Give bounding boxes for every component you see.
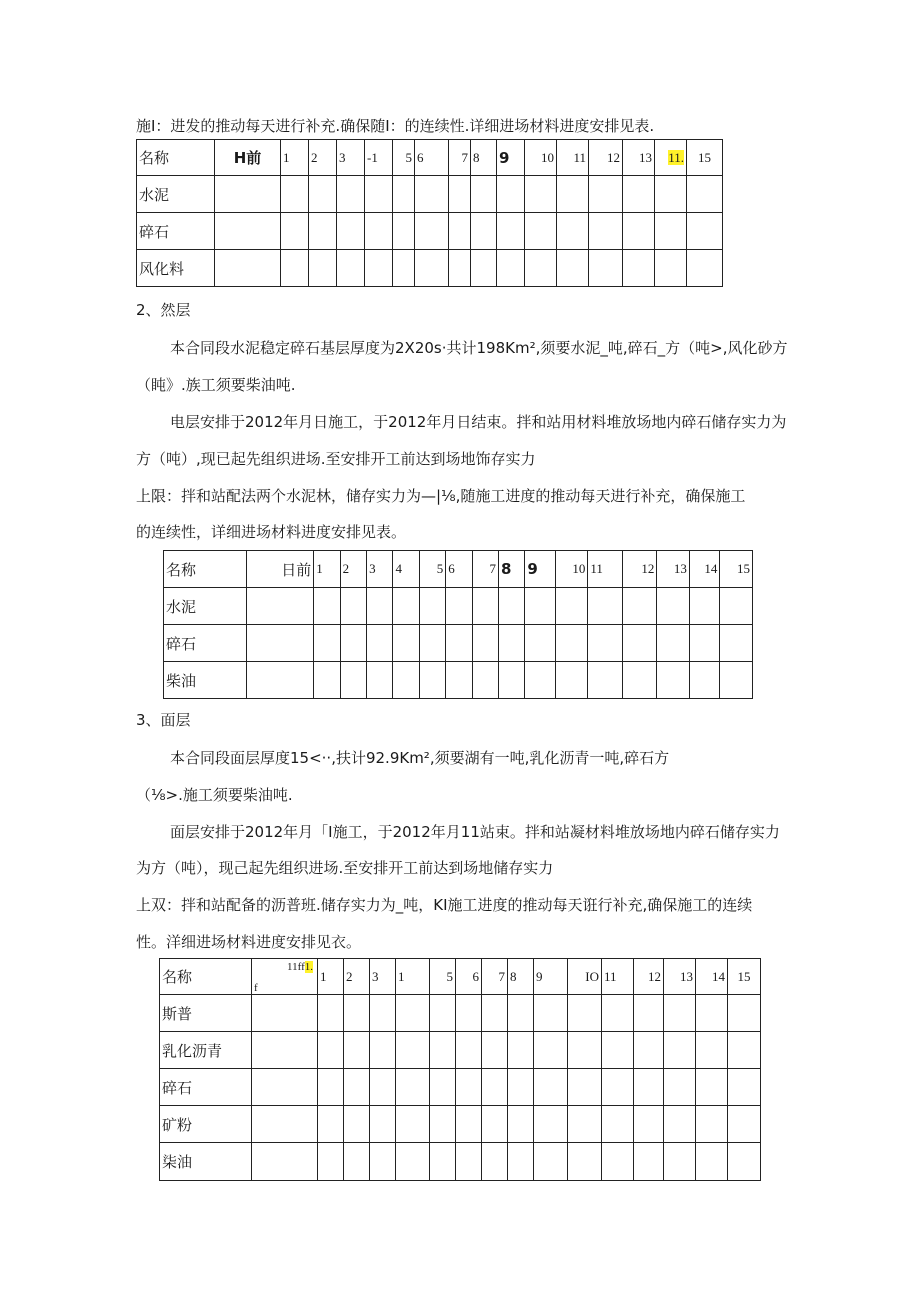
header-cell: 3 xyxy=(337,140,365,176)
header-cell: 2 xyxy=(344,959,370,995)
header-cell: 11 xyxy=(602,959,634,995)
table-row xyxy=(160,1106,761,1143)
table-row xyxy=(164,588,753,625)
section-2-title: 2、然层 xyxy=(136,301,191,319)
header-cell: 8 xyxy=(508,959,534,995)
highlighted-text: 11. xyxy=(668,149,684,165)
header-cell-date-before xyxy=(252,959,318,995)
table-row xyxy=(137,176,723,213)
highlighted-text: 1. xyxy=(304,961,313,973)
section-3-paragraph-3a: 上双：拌和站配备的沥普班.储存实力为_吨，KI施工进度的推动每天诳行补充,确保施工的连续 xyxy=(136,896,753,914)
row-label: 碎石 xyxy=(164,625,247,662)
header-cell: 11 xyxy=(588,551,623,588)
section-2-paragraph-2b: 方（吨）,现已起先组织进场.至安排开工前达到场地饰存实力 xyxy=(136,450,536,468)
header-cell: 7 xyxy=(482,959,508,995)
header-cell: 6 xyxy=(446,551,472,588)
row-label: 水泥 xyxy=(137,176,215,213)
header-cell: 7 xyxy=(449,140,471,176)
header-cell: 12 xyxy=(634,959,664,995)
section-3-paragraph-1b: （⅛>.施工须要柴油吨. xyxy=(136,786,293,804)
material-schedule-table-3 xyxy=(159,958,761,1181)
table-row xyxy=(160,1069,761,1106)
header-cell: 9 xyxy=(497,140,525,176)
table-row xyxy=(164,625,753,662)
row-label: 柴油 xyxy=(164,662,247,699)
header-cell: 5 xyxy=(393,140,415,176)
header-cell: 15 xyxy=(687,140,723,176)
header-cell: 5 xyxy=(419,551,445,588)
header-cell: -1 xyxy=(365,140,393,176)
section-2-paragraph-3a: 上限：拌和站配法两个水泥林，储存实力为—|⅛,随施工进度的推动每天进行补充，确保施工 xyxy=(136,487,746,505)
table-row xyxy=(160,1143,761,1181)
header-cell: 10 xyxy=(555,551,587,588)
header-cell: 7 xyxy=(472,551,498,588)
header-cell: 13 xyxy=(623,140,655,176)
section-2-paragraph-1b: （盹》.族工须要柴油吨. xyxy=(136,376,296,394)
header-cell: 名称 xyxy=(164,551,247,588)
header-cell: 6 xyxy=(456,959,482,995)
row-label: 斯普 xyxy=(160,995,252,1032)
row-label: 乳化沥青 xyxy=(160,1032,252,1069)
header-cell xyxy=(655,140,687,176)
section-2-paragraph-1a: 本合同段水泥稳定碎石基层厚度为2X20s·共计198Km²,须要水泥_吨,碎石_方（吨>,风化砂方 xyxy=(170,339,788,357)
section-3-title: 3、面层 xyxy=(136,711,191,729)
header-cell: 13 xyxy=(664,959,696,995)
table-header-row xyxy=(160,959,761,995)
header-cell: 8 xyxy=(471,140,497,176)
header-cell: 9 xyxy=(525,551,555,588)
header-cell: 2 xyxy=(309,140,337,176)
header-cell: 名称 xyxy=(137,140,215,176)
header-cell: 8 xyxy=(499,551,525,588)
table-header-row xyxy=(137,140,723,176)
header-cell: H前 xyxy=(215,140,281,176)
header-pre-top xyxy=(287,961,313,973)
header-cell: 名称 xyxy=(160,959,252,995)
header-cell: 14 xyxy=(696,959,728,995)
section-3-paragraph-1a: 本合同段面层厚度15<··,扶计92.9Km²,须要湖有一吨,乳化沥青一吨,碎石方 xyxy=(170,749,670,767)
header-cell: 1 xyxy=(281,140,309,176)
table-header-row xyxy=(164,551,753,588)
table-row xyxy=(160,1032,761,1069)
table-row xyxy=(137,250,723,287)
header-cell: 5 xyxy=(430,959,456,995)
table-row xyxy=(160,995,761,1032)
intro-paragraph xyxy=(136,116,654,136)
header-cell: 3 xyxy=(367,551,393,588)
header-cell: 1 xyxy=(318,959,344,995)
header-cell: IO xyxy=(568,959,602,995)
row-label: 水泥 xyxy=(164,588,247,625)
header-cell: 6 xyxy=(415,140,449,176)
section-2-paragraph-3b: 的连续性，详细进场材料进度安排见表。 xyxy=(136,523,407,541)
header-cell: 2 xyxy=(340,551,366,588)
header-cell: 12 xyxy=(622,551,657,588)
row-label: 矿粉 xyxy=(160,1106,252,1143)
header-cell: 10 xyxy=(525,140,557,176)
header-cell: 4 xyxy=(393,551,419,588)
table-row xyxy=(137,213,723,250)
row-label: 碎石 xyxy=(160,1069,252,1106)
header-cell: 11 xyxy=(557,140,589,176)
section-3-paragraph-2a: 面层安排于2012年月「I施工，于2012年月11站束。拌和站凝材料堆放场地内碎石储存实力 xyxy=(170,823,780,841)
header-cell: 14 xyxy=(689,551,719,588)
header-cell: 1 xyxy=(314,551,340,588)
table-row xyxy=(164,662,753,699)
intro-text: 施I：进发的推动每天进行补充.确保随I：的连续性.详细进场材料进度安排见表. xyxy=(136,117,655,135)
header-pre-bottom: f xyxy=(254,982,258,994)
material-schedule-table-1 xyxy=(136,139,723,287)
header-cell: 日前 xyxy=(247,551,314,588)
header-cell: 13 xyxy=(657,551,689,588)
section-3-paragraph-2b: 为方（吨），现己起先组织进场.至安排开工前达到场地储存实力 xyxy=(136,859,554,877)
header-cell: 12 xyxy=(589,140,623,176)
material-schedule-table-2 xyxy=(163,550,753,699)
header-cell: 9 xyxy=(534,959,568,995)
section-2-paragraph-2a: 电层安排于2012年月日施工，于2012年月日结束。拌和站用材料堆放场地内碎石储存实力为 xyxy=(170,413,787,431)
header-cell: 15 xyxy=(720,551,753,588)
header-pre-top-text: 11ff xyxy=(287,961,305,973)
row-label: 柒油 xyxy=(160,1143,252,1181)
header-cell: 1 xyxy=(396,959,430,995)
row-label: 风化料 xyxy=(137,250,215,287)
header-cell: 3 xyxy=(370,959,396,995)
header-cell: 15 xyxy=(728,959,761,995)
row-label: 碎石 xyxy=(137,213,215,250)
section-3-paragraph-3b: 性。洋细进场材料进度安排见衣。 xyxy=(136,933,362,951)
